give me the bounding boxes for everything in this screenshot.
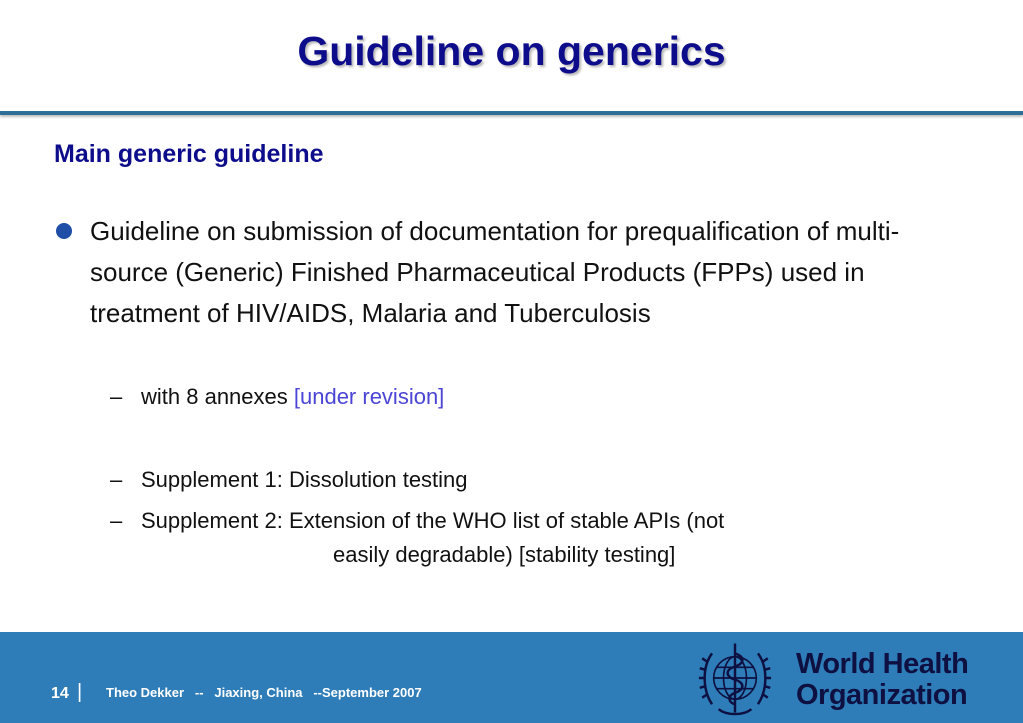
bullet-dot-icon <box>56 223 72 239</box>
title-divider <box>0 111 1023 115</box>
page-separator: | <box>77 681 83 703</box>
dash-marker: – <box>110 384 123 409</box>
footer-text: Theo Dekker -- Jiaxing, China --September 2007 <box>106 685 422 700</box>
page-number: 14 <box>51 685 69 702</box>
sub-bullet-supplement-1 <box>110 463 468 497</box>
who-emblem-icon <box>694 637 776 719</box>
org-line-1: World Health <box>796 648 969 680</box>
main-bullet-text: Guideline on submission of documentation for prequalification of multi-source (Generic) Finished Pharmaceutical Products (FPPs) used in treatment of HIV/AIDS, Malaria and Tuberculosis <box>90 216 900 328</box>
supplement-2-line-1: Supplement 2: Extension of the WHO list of stable APIs (not <box>141 508 725 533</box>
org-line-2: Organization <box>796 679 968 711</box>
dash-marker: – <box>110 508 123 533</box>
supplement-1-text: Supplement 1: Dissolution testing <box>141 467 468 492</box>
supplement-2-line-2: easily degradable) [stability testing] <box>333 542 676 567</box>
section-heading: Main generic guideline <box>54 140 324 168</box>
sub-bullet-annexes-text <box>141 380 444 414</box>
annexes-label: with 8 annexes <box>141 384 294 409</box>
slide-title: Guideline on generics <box>297 28 726 74</box>
sub-bullet-annexes <box>110 380 444 414</box>
sub-bullet-supplement-2 <box>110 504 930 572</box>
organization-name <box>796 649 968 711</box>
footer-bar <box>0 632 1023 723</box>
supplement-2-text <box>141 504 931 572</box>
main-bullet <box>56 211 926 334</box>
revision-status: [under revision] <box>293 384 445 409</box>
dash-marker: – <box>110 467 123 492</box>
